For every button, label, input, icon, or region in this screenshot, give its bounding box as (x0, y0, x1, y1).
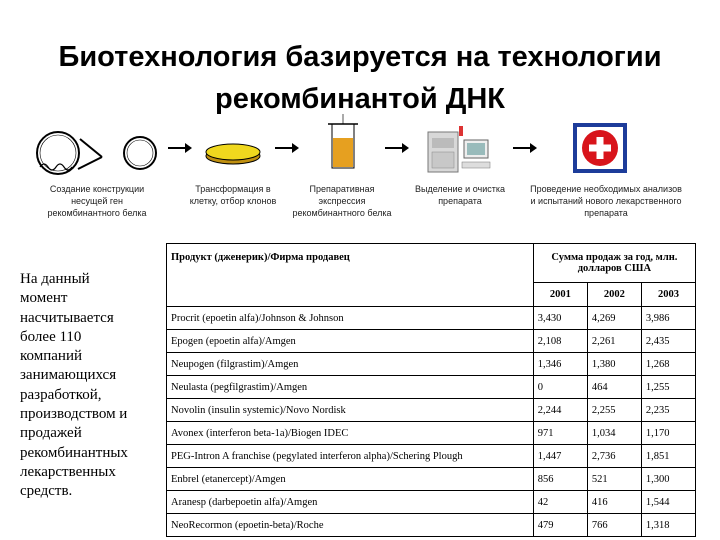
stage-5-line-2: и испытаний нового лекарственного (530, 196, 682, 206)
note-line: производством и (20, 406, 128, 423)
dna-construct-icon (30, 125, 165, 180)
note-line: На данный (20, 271, 90, 287)
product-cell: Neupogen (filgrastim)/Amgen (167, 353, 534, 376)
sales-2001-cell: 1,447 (533, 445, 587, 468)
year-2003: 2003 (641, 283, 695, 307)
sales-2002-cell: 521 (587, 468, 641, 491)
sales-2002-cell: 1,034 (587, 422, 641, 445)
stage-5-line-1: Проведение необходимых анализов (530, 184, 682, 194)
sales-2002-cell: 416 (587, 491, 641, 514)
title-line-2: рекомбинантой ДНК (215, 83, 505, 115)
year-2002: 2002 (587, 283, 641, 307)
stage-3-line-1: Препаративная (309, 184, 375, 194)
stage-1-line-1: Создание конструкции (49, 184, 145, 194)
title-line-1: Биотехнология базируется на технологии (58, 41, 662, 73)
stage-3-line-3: рекомбинантного белка (292, 208, 392, 218)
table-row (167, 468, 696, 491)
petri-dish-icon (203, 140, 263, 166)
note-line: более 110 (20, 328, 82, 345)
sales-2001-cell: 2,244 (533, 399, 587, 422)
note-line: средств. (20, 483, 73, 500)
sales-2003-cell: 2,435 (641, 330, 695, 353)
product-cell: Epogen (epoetin alfa)/Amgen (167, 330, 534, 353)
sales-2003-cell: 1,544 (641, 491, 695, 514)
stage-4-line-1: Выделение и очистка (414, 184, 505, 194)
product-cell: Avonex (interferon beta-1a)/Biogen IDEC (167, 422, 534, 445)
stage-5-line-3: препарата (584, 208, 628, 218)
sales-2003-cell: 1,300 (641, 468, 695, 491)
stage-caption-4 (408, 183, 512, 207)
product-cell: PEG-Intron A franchise (pegylated interferon alpha)/Schering Plough (167, 445, 534, 468)
slide-title (0, 36, 720, 120)
sales-2001-cell: 2,108 (533, 330, 587, 353)
sales-2002-cell: 1,380 (587, 353, 641, 376)
sales-2001-cell: 42 (533, 491, 587, 514)
sales-2002-cell: 2,736 (587, 445, 641, 468)
table-row (167, 376, 696, 399)
note-line: занимающихся (20, 367, 117, 384)
stage-2-line-2: клетку, отбор клонов (189, 196, 277, 206)
flask-expression-icon (326, 114, 360, 170)
sales-2003-cell: 1,170 (641, 422, 695, 445)
stage-caption-5 (520, 183, 692, 219)
sales-2002-cell: 464 (587, 376, 641, 399)
note-line: компаний (20, 348, 82, 365)
stage-2-line-1: Трансформация в (195, 184, 271, 194)
header-product: Продукт (дженерик)/Фирма продавец (167, 244, 534, 307)
arrow-3 (385, 147, 407, 149)
sales-2001-cell: 3,430 (533, 307, 587, 330)
stage-4-line-2: препарата (438, 196, 482, 206)
stage-3-line-2: экспрессия (318, 196, 366, 206)
sales-2001-cell: 479 (533, 514, 587, 537)
product-cell: Procrit (epoetin alfa)/Johnson & Johnson (167, 307, 534, 330)
stage-caption-1 (28, 183, 166, 219)
arrow-2 (275, 147, 297, 149)
sales-2003-cell: 1,268 (641, 353, 695, 376)
sales-2001-cell: 856 (533, 468, 587, 491)
sales-2001-cell: 1,346 (533, 353, 587, 376)
note-line: разработкой, (20, 386, 102, 403)
product-cell: Neulasta (pegfilgrastim)/Amgen (167, 376, 534, 399)
sales-table (166, 243, 696, 537)
sales-2003-cell: 2,235 (641, 399, 695, 422)
sales-2002-cell: 2,261 (587, 330, 641, 353)
analyzer-instrument-icon (426, 122, 492, 174)
sales-2003-cell: 1,851 (641, 445, 695, 468)
arrow-4 (513, 147, 535, 149)
header-sales-line-1: Сумма продаж за год, млн. (551, 252, 678, 264)
medical-cross-icon (572, 122, 628, 174)
product-cell: NeoRecormon (epoetin-beta)/Roche (167, 514, 534, 537)
table-row (167, 445, 696, 468)
sales-2003-cell: 3,986 (641, 307, 695, 330)
stage-1-line-3: рекомбинантного белка (47, 208, 147, 218)
arrow-1 (168, 147, 190, 149)
note-line: лекарственных (20, 463, 116, 480)
table-row (167, 514, 696, 537)
stage-1-line-2: несущей ген (71, 196, 123, 206)
year-2001: 2001 (533, 283, 587, 307)
table-row (167, 422, 696, 445)
note-line: рекомбинантных (20, 444, 128, 461)
header-sales-line-2: долларов США (577, 263, 652, 275)
table-row (167, 307, 696, 330)
note-line: насчитывается (20, 309, 114, 326)
note-line: продажей (20, 425, 82, 442)
table-row (167, 330, 696, 353)
sales-2003-cell: 1,318 (641, 514, 695, 537)
sales-2001-cell: 971 (533, 422, 587, 445)
stage-caption-3 (282, 183, 402, 219)
table-row (167, 491, 696, 514)
table-row (167, 399, 696, 422)
sales-2001-cell: 0 (533, 376, 587, 399)
note-line: момент (20, 290, 68, 307)
table-row (167, 353, 696, 376)
table-header-row (167, 244, 696, 283)
sales-2002-cell: 4,269 (587, 307, 641, 330)
product-cell: Enbrel (etanercept)/Amgen (167, 468, 534, 491)
stage-caption-2 (174, 183, 292, 207)
product-cell: Novolin (insulin systemic)/Novo Nordisk (167, 399, 534, 422)
sales-2002-cell: 766 (587, 514, 641, 537)
product-cell: Aranesp (darbepoetin alfa)/Amgen (167, 491, 534, 514)
header-sales (533, 244, 695, 283)
companies-note (20, 270, 150, 502)
sales-2002-cell: 2,255 (587, 399, 641, 422)
sales-2003-cell: 1,255 (641, 376, 695, 399)
